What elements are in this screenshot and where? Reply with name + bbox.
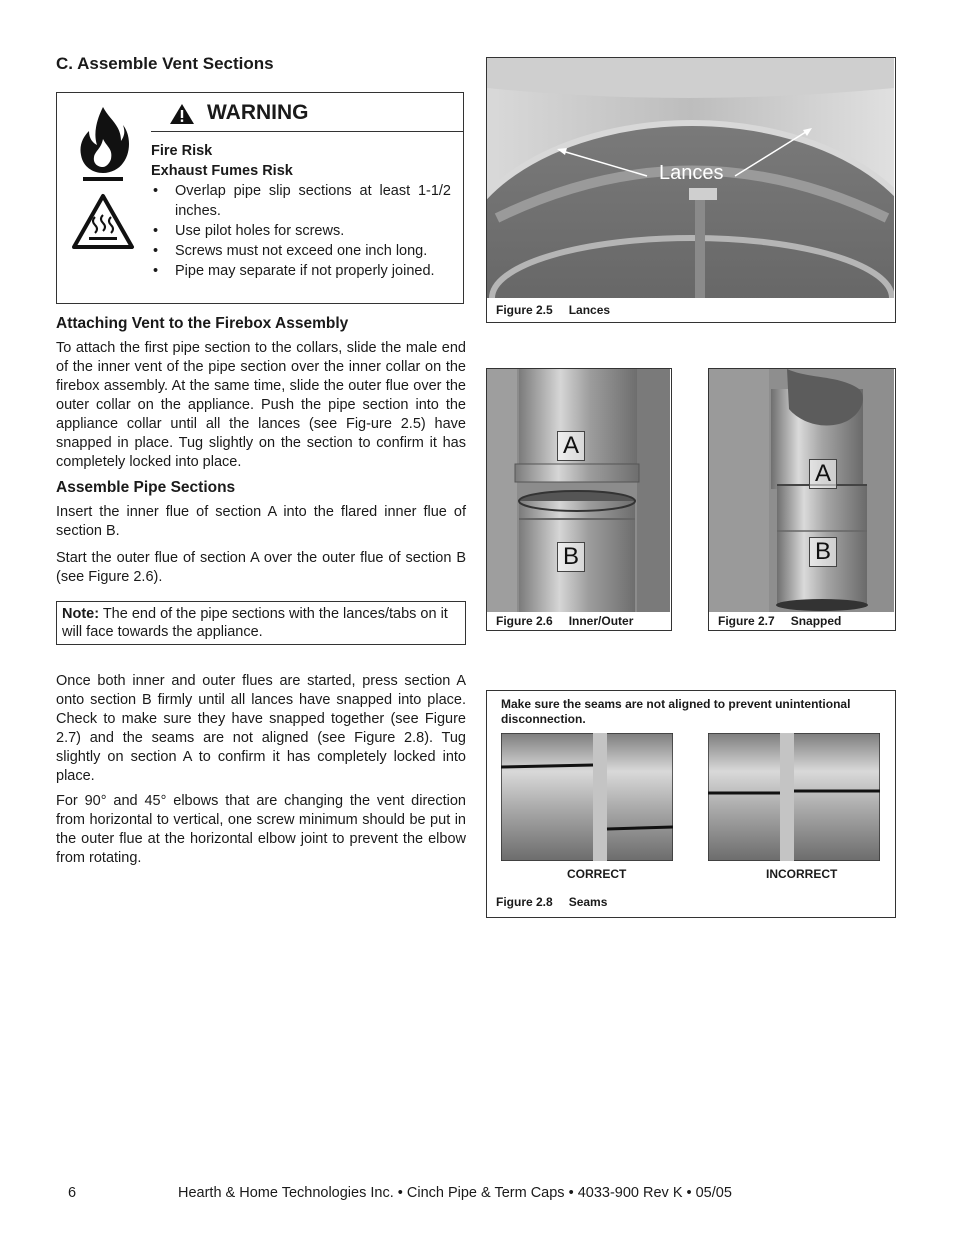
seams-instruction: Make sure the seams are not aligned to prevent unintentional disconnection. [501, 697, 851, 726]
note-text: The end of the pipe sections with the lances/tabs on it will face towards the appliance. [62, 606, 448, 640]
warning-list [151, 181, 451, 281]
section-a-label: A [809, 459, 837, 489]
warning-triangle-icon [169, 103, 195, 125]
attaching-heading: Attaching Vent to the Firebox Assembly [56, 315, 349, 332]
warning-risk-fire: Fire Risk [151, 143, 213, 159]
footer-text: Hearth & Home Technologies Inc. • Cinch Pipe & Term Caps • 4033-900 Rev K • 05/05 [178, 1185, 732, 1201]
section-b-label: B [809, 537, 837, 567]
figure-2-8-caption [496, 895, 623, 909]
body-paragraph-1: Once both inner and outer flues are started, press section A onto section B firmly until all lances have snapped into place. Check to make sure they have snapped together (see Figure 2.7) and the seams are not aligned (see Figure 2.8). Tug slightly on section A to confirm it has completely locked into place. [56, 673, 466, 784]
warning-header [151, 93, 463, 132]
warning-item: • Overlap pipe slip sections at least 1-1/2 inches. [151, 181, 451, 221]
note-box [56, 601, 466, 645]
incorrect-seams-photo [708, 733, 880, 861]
warning-risk-fumes: Exhaust Fumes Risk [151, 163, 293, 179]
page-number: 6 [68, 1185, 77, 1201]
fire-icon [75, 105, 131, 185]
attaching-paragraph: To attach the first pipe section to the collars, slide the male end of the inner vent of the pipe section over the inner collar on the firebox assembly. At the same time, slide the outer flue over the outer collar on the appliance. Push the pipe section into the appliance collar until all the lances (see Fig-ure 2.5) have snapped in place. Tug slightly on the section to confirm it has completely locked into place. [56, 340, 466, 470]
figure-2-5-title: Lances [568, 303, 611, 317]
lances-label: Lances [659, 162, 724, 184]
section-b-label: B [557, 542, 585, 572]
warning-item: • Use pilot holes for screws. [151, 221, 451, 241]
assemble-paragraph-2: Start the outer flue of section A over the outer flue of section B (see Figure 2.6). [56, 550, 466, 585]
correct-seams-photo [501, 733, 673, 861]
figure-2-6-title: Inner/Outer [568, 614, 634, 628]
incorrect-label: INCORRECT [766, 867, 838, 881]
inner-outer-photo [487, 369, 670, 612]
body-paragraph-2: For 90° and 45° elbows that are changing the vent direction from horizontal to vertical, one screw minimum should be put in the outer flue at the horizontal elbow joint to prevent the elbow from rotating. [56, 793, 466, 866]
warning-body [151, 141, 451, 281]
warning-box [56, 92, 464, 304]
warning-item: • Screws must not exceed one inch long. [151, 241, 451, 261]
snapped-photo [709, 369, 894, 612]
note-label: Note: [62, 606, 100, 622]
figure-2-5-caption [496, 303, 626, 317]
warning-item: • Pipe may separate if not properly joined. [151, 261, 451, 281]
assemble-paragraph-1: Insert the inner flue of section A into the flared inner flue of section B. [56, 504, 466, 539]
section-a-label: A [557, 431, 585, 461]
section-title: C. Assemble Vent Sections [56, 54, 274, 73]
figure-2-8-number: Figure 2.8 [496, 895, 553, 909]
figure-2-8 [486, 690, 896, 918]
figure-2-6-caption [496, 614, 649, 628]
assemble-heading: Assemble Pipe Sections [56, 479, 236, 496]
figure-2-7 [708, 368, 896, 631]
figure-2-7-title: Snapped [790, 614, 842, 628]
warning-title: WARNING [207, 101, 309, 124]
figure-2-7-caption [718, 614, 857, 628]
figure-2-5 [486, 57, 896, 323]
figure-2-6-number: Figure 2.6 [496, 614, 553, 628]
hot-surface-icon [71, 193, 135, 251]
correct-label: CORRECT [567, 867, 627, 881]
figure-2-6 [486, 368, 672, 631]
figure-2-8-title: Seams [568, 895, 608, 909]
figure-2-7-number: Figure 2.7 [718, 614, 775, 628]
figure-2-5-number: Figure 2.5 [496, 303, 553, 317]
